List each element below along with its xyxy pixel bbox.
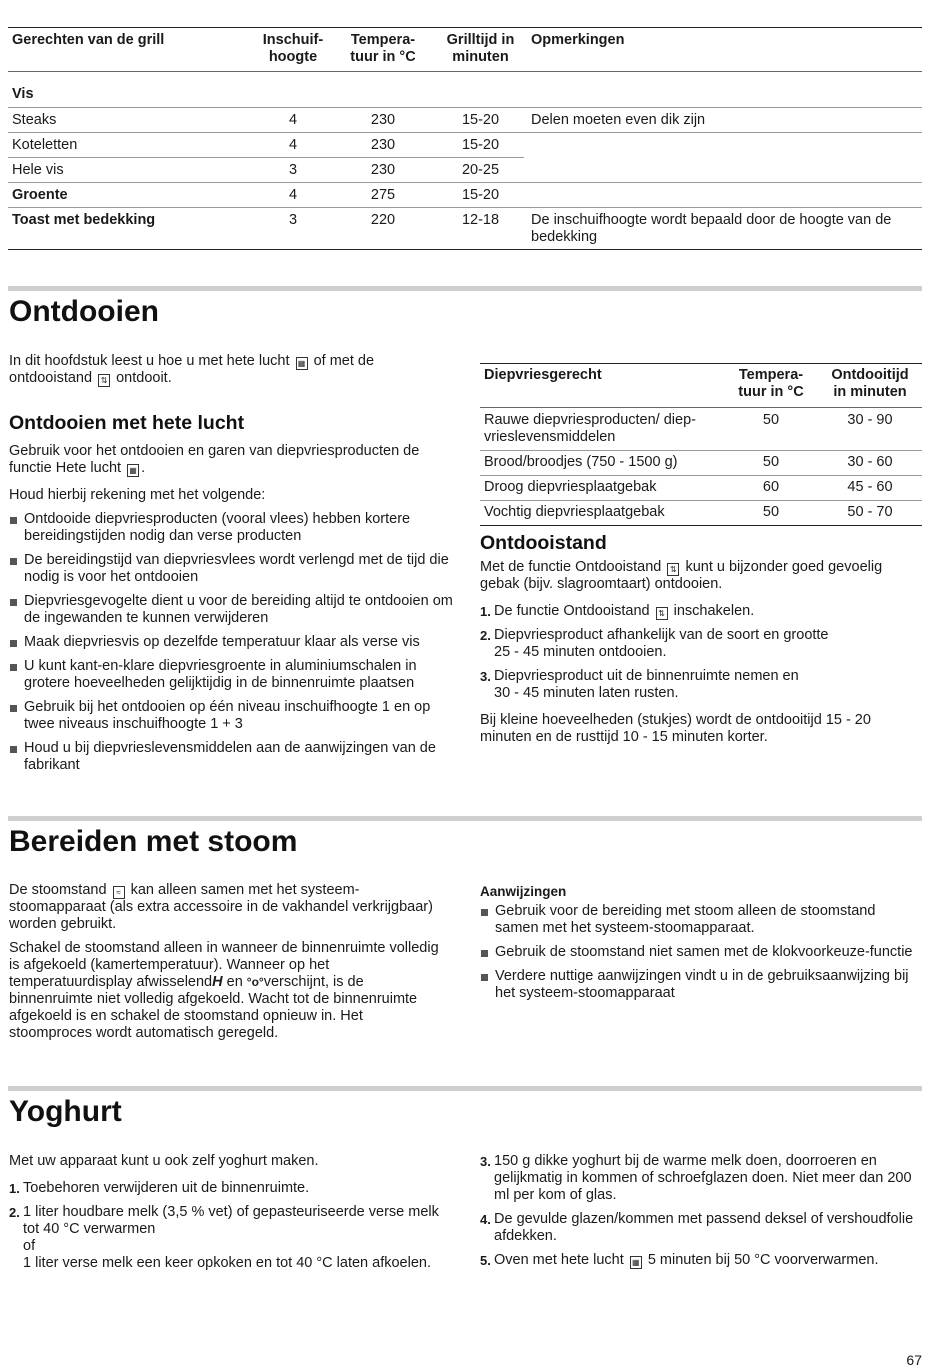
defrost-table-header — [480, 363, 922, 408]
cell-level: 4 — [288, 137, 298, 153]
cell-time: 30 - 60 — [847, 454, 893, 470]
hot-air-icon: ▦ — [630, 1256, 642, 1269]
header-time: Ontdooitijd in minuten — [831, 367, 909, 400]
notes-list — [480, 903, 922, 1009]
bullet-icon — [10, 558, 17, 565]
intro-paragraph — [9, 353, 439, 387]
cell-time: 50 - 70 — [847, 504, 893, 520]
subsection-title: Ontdooien met hete lucht — [9, 412, 245, 434]
display-symbol-deg: °o° — [246, 975, 264, 989]
list-item: Maak diepvriesvis op dezelfde temperatuur klaar als verse vis — [9, 634, 454, 651]
grill-table-header — [8, 28, 922, 72]
header-dish: Gerechten van de grill — [12, 32, 165, 48]
table-row — [8, 157, 922, 183]
bullet-icon — [10, 664, 17, 671]
list-item: 2. Diepvriesproduct afhankelijk van de soort en grootte 25 - 45 minuten ontdooien. — [480, 627, 829, 660]
display-symbol-h: H — [212, 974, 223, 990]
group-row — [8, 72, 922, 108]
cell-level: 3 — [288, 162, 298, 178]
page-number: 67 — [906, 1352, 922, 1368]
cell-temp: 50 — [762, 412, 780, 428]
cell-time: 15-20 — [461, 112, 500, 128]
table-row — [8, 183, 922, 208]
list-item: Ontdooide diepvriesproducten (vooral vlees) hebben kortere bereidingstijden nodig dan verse producten — [9, 511, 454, 545]
list-item: Diepvriesgevogelte dient u voor de bereiding altijd te ontdooien om de ingewanden te kunnen verwijderen — [9, 593, 454, 627]
cell-note: De inschuifhoogte wordt bepaald door de hoogte van de bedekking — [531, 212, 892, 245]
list-item: U kunt kant-en-klare diepvriesgroente in aluminiumschalen in grotere hoeveelheden gelijktijdig in de binnenruimte plaatsen — [9, 658, 454, 692]
hot-air-icon: ▦ — [127, 464, 139, 477]
cell-temp: 230 — [370, 112, 396, 128]
bullet-icon — [10, 517, 17, 524]
cell-dish: Rauwe diepvriesproducten/ diep- vrieslevensmiddelen — [484, 412, 696, 445]
paragraph: Met uw apparaat kunt u ook zelf yoghurt maken. — [9, 1153, 319, 1169]
bullet-icon — [481, 950, 488, 957]
section-divider — [8, 816, 922, 821]
cell-temp: 220 — [370, 212, 396, 228]
list-item: Gebruik de stoomstand niet samen met de klokvoorkeuze-functie — [480, 944, 922, 961]
cell-temp: 50 — [762, 504, 780, 520]
table-row — [480, 501, 922, 526]
list-item: 5. Oven met hete lucht ▦ 5 minuten bij 50 °C voorverwarmen. — [480, 1252, 879, 1268]
list-item: Gebruik voor de bereiding met stoom alleen de stoomstand samen met het systeem-stoomapparaat. — [480, 903, 922, 937]
cell-time: 20-25 — [461, 162, 500, 178]
list-item: De bereidingstijd van diepvriesvlees wordt verlengd met de tijd die nodig is voor het ontdooien — [9, 552, 454, 586]
section-title-ontdooien: Ontdooien — [9, 295, 159, 328]
paragraph-text: Gebruik voor het ontdooien en garen van diepvriesproducten de functie Hete lucht — [9, 443, 420, 476]
header-time: Grilltijd in minuten — [446, 32, 515, 65]
bullet-icon — [10, 599, 17, 606]
list-item: 2. 1 liter houdbare melk (3,5 % vet) of gepasteuriseerde verse melk tot 40 °C verwarmen of 1 liter verse melk een keer opkoken en tot 40 °C laten afkoelen. — [9, 1204, 439, 1271]
header-dish: Diepvriesgerecht — [484, 367, 602, 383]
table-row — [480, 408, 922, 451]
defrost-icon: ⇅ — [667, 563, 679, 576]
subsection-title: Ontdooistand — [480, 532, 607, 554]
cell-dish: Koteletten — [12, 137, 78, 153]
cell-note: Delen moeten even dik zijn — [531, 112, 706, 128]
step-list — [480, 603, 922, 709]
section-divider — [8, 1086, 922, 1091]
cell-time: 12-18 — [461, 212, 500, 228]
cell-dish: Droog diepvriesplaatgebak — [484, 479, 657, 495]
section-title-stoom: Bereiden met stoom — [9, 825, 298, 858]
list-item: Houd u bij diepvrieslevensmiddelen aan de aanwijzingen van de fabrikant — [9, 740, 454, 774]
paragraph: Houd hierbij rekening met het volgende: — [9, 487, 266, 503]
cell-temp: 230 — [370, 137, 396, 153]
cell-time: 45 - 60 — [847, 479, 893, 495]
header-level: Inschuif- hoogte — [262, 32, 324, 65]
table-row — [8, 133, 922, 157]
list-item: 1. Toebehoren verwijderen uit de binnenruimte. — [9, 1180, 310, 1196]
hot-air-icon: ▦ — [296, 357, 308, 370]
cell-time: 30 - 90 — [847, 412, 893, 428]
bullet-icon — [10, 640, 17, 647]
defrost-icon: ⇅ — [98, 374, 110, 387]
cell-dish: Steaks — [12, 112, 57, 128]
defrost-icon: ⇅ — [656, 607, 668, 620]
paragraph: De stoomstand ≈ kan alleen samen met het systeem-stoomapparaat (als extra accessoire in de vakhandel verkrijgbaar) worden gebruikt. — [9, 882, 433, 932]
cell-temp: 60 — [762, 479, 780, 495]
list-item: 4. De gevulde glazen/kommen met passend deksel of vershoudfolie afdekken. — [480, 1211, 914, 1244]
cell-dish: Hele vis — [12, 162, 64, 178]
step-list — [480, 1153, 922, 1276]
cell-dish: Toast met bedekking — [12, 212, 156, 228]
paragraph: Gebruik voor het ontdooien en garen van diepvriesproducten de functie Hete lucht ▦ . — [9, 443, 420, 476]
cell-time: 15-20 — [461, 187, 500, 203]
cell-temp: 230 — [370, 162, 396, 178]
header-temp: Tempera- tuur in °C — [738, 367, 804, 400]
bullet-icon — [481, 909, 488, 916]
grill-table — [8, 27, 922, 250]
cell-time: 15-20 — [461, 137, 500, 153]
bullet-list — [9, 511, 454, 781]
table-row — [480, 451, 922, 476]
section-divider — [8, 286, 922, 291]
list-item: 1. De functie Ontdooistand ⇅ inschakelen. — [480, 603, 755, 619]
bullet-icon — [481, 974, 488, 981]
cell-dish: Groente — [12, 187, 68, 203]
intro-text: of met de ontdooistand — [9, 353, 375, 386]
bullet-icon — [10, 746, 17, 753]
intro-text: ontdooit. — [116, 370, 172, 386]
paragraph: Met de functie Ontdooistand ⇅ kunt u bijzonder goed gevoelig gebak (bijv. slagroomtaart) ontdooien. — [480, 559, 883, 592]
cell-temp: 275 — [370, 187, 396, 203]
table-row — [8, 208, 922, 250]
cell-level: 4 — [288, 187, 298, 203]
cell-dish: Brood/broodjes (750 - 1500 g) — [484, 454, 678, 470]
table-row — [480, 476, 922, 501]
header-temp: Tempera- tuur in °C — [350, 32, 416, 65]
paragraph: Bij kleine hoeveelheden (stukjes) wordt de ontdooitijd 15 - 20 minuten en de rusttijd 10 - 15 minuten korter. — [480, 712, 871, 745]
list-item: Verdere nuttige aanwijzingen vindt u in de gebruiksaanwijzing bij het systeem-stoomapparaat — [480, 968, 922, 1002]
group-label: Vis — [12, 86, 34, 102]
steam-icon: ≈ — [113, 886, 125, 899]
notes-title: Aanwijzingen — [480, 884, 567, 899]
cell-level: 4 — [288, 112, 298, 128]
intro-text: In dit hoofdstuk leest u hoe u met hete lucht — [9, 353, 290, 369]
step-list — [9, 1180, 449, 1279]
list-item: Gebruik bij het ontdooien op één niveau inschuifhoogte 1 en op twee niveaus inschuifhoogte 1 + 3 — [9, 699, 454, 733]
paragraph: Schakel de stoomstand alleen in wanneer de binnenruimte volledig is afgekoeld (kamertemperatuur). Wanneer op het temperatuurdisplay afwisselendH en °o°verschijnt, is de binnenruimte niet volledig afgekoeld. Wacht tot de binnenruimte afgekoeld is en schakel de stoomstand opnieuw in. Het stoomproces wordt automatisch geregeld. — [9, 940, 439, 1041]
section-title-yoghurt: Yoghurt — [9, 1095, 122, 1128]
bullet-icon — [10, 705, 17, 712]
list-item: 3. Diepvriesproduct uit de binnenruimte nemen en 30 - 45 minuten laten rusten. — [480, 668, 799, 701]
table-row — [8, 108, 922, 133]
cell-level: 3 — [288, 212, 298, 228]
header-notes: Opmerkingen — [531, 32, 625, 48]
defrost-table — [480, 363, 922, 526]
list-item: 3. 150 g dikke yoghurt bij de warme melk doen, doorroeren en gelijkmatig in kommen of schroefglazen doen. Niet meer dan 200 ml per kom of glas. — [480, 1153, 912, 1203]
cell-dish: Vochtig diepvriesplaatgebak — [484, 504, 665, 520]
cell-temp: 50 — [762, 454, 780, 470]
